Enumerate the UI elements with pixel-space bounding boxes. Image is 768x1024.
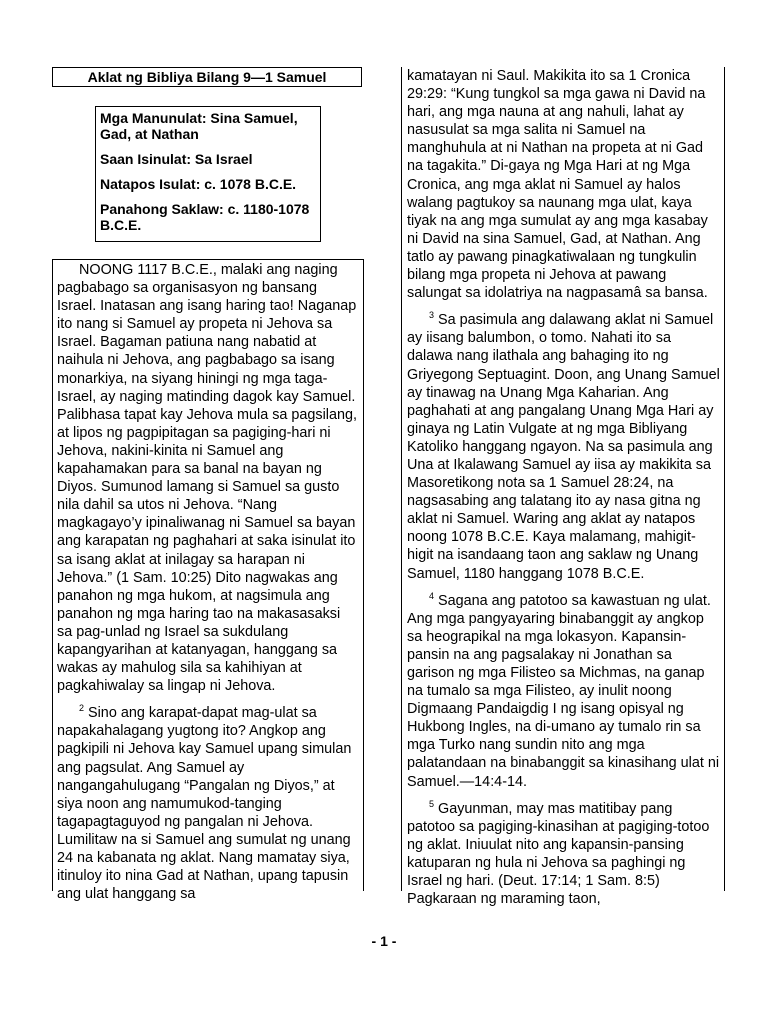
- paragraph-text: Gayunman, may mas matitibay pang patotoo sa pagiging-kinasihan at pagiging-totoo ng aklat. Iniuulat nito ang kapansin-pansing katuparan ng hula ni Jehova sa paghingi ng Israel ng hari. (Deut. 17:14; 1 Sam. 8:5) Pagkaraan ng maraming taon,: [407, 800, 710, 908]
- paragraph-number: 4: [429, 590, 435, 601]
- left-column: [52, 259, 364, 903]
- paragraph-number: 3: [429, 310, 435, 321]
- paragraph-4: [407, 592, 720, 791]
- paragraph-text: Sagana ang patotoo sa kawastuan ng ulat. Ang mga pangyayaring binabanggit ay angkop sa heograpikal na mga lokasyon. Kapansin-pansin na ang pagsalakay ni Jonathan sa garison ng mga Filisteo sa Michmas, na ganap na tumalo sa mga Filisteo, ay inulit noong Digmaang Pandaigdig I ng isang opisyal ng Hukbong Ingles, na di-umano ay tumalo rin sa mga Turko nang sundin nito ang mga palatandaan na binabanggit sa kinasihang ulat ni Samuel.—14:4-14.: [407, 592, 720, 790]
- paragraph-text: Sa pasimula ang dalawang aklat ni Samuel ay iisang balumbon, o tomo. Nahati ito sa dalawa nang ilathala ang bahaging ito ng Griyegong Septuagint. Doon, ang Unang Samuel ay tinawag na Unang Mga Kaharian. Ang paghahati at ang pangalang Unang Mga Hari ay ginaya ng Latin Vulgate at ng mga Bibliyang Katoliko hanggang ngayon. Na sa pasimula ang Una at Ikalawang Samuel ay iisa ay makikita sa Masoretikong nota sa 1 Samuel 28:24, na nagsasabing ang talatang ito ay nasa gitna ng aklat ni Samuel. Waring ang aklat ay natapos noong 1078 B.C.E. Kaya malamang, mahigit-higit na isandaang taon ang saklaw ng Unang Samuel, 1180 hanggang 1078 B.C.E.: [407, 312, 720, 582]
- period-line: Panahong Saklaw: c. 1180-1078 B.C.E.: [100, 201, 310, 233]
- info-box: [95, 106, 321, 242]
- completed-line: Natapos Isulat: c. 1078 B.C.E.: [100, 176, 297, 192]
- paragraph-2: [57, 704, 359, 903]
- paragraph-1: NOONG 1117 B.C.E., malaki ang naging pagbabago sa organisasyon ng bansang Israel. Inatasan ang isang haring tao! Naganap ito nang si Samuel ay propeta ni Jehova sa Israel. Bagaman patiuna nang nabatid at naihula ni Jehova, ang pagbabago sa isang monarkiya, na siyang hiningi ng mga taga-Israel, ay naging matinding dagok kay Samuel. Palibhasa tapat kay Jehova mula sa pagsilang, at lipos ng pagpipitagan sa pagiging-hari ni Jehova, nakini-kinita ni Samuel ang kapahamakan para sa banal na bayan ng Diyos. Sumunod lamang si Samuel sa gusto nila dahil sa utos ni Jehova. “Nang magkagayo’y ipinaliwanag ni Samuel sa bayan ang karapatan ng paghahari at saka isinulat ito sa isang aklat at inilagay sa harapan ni Jehova.” (1 Sam. 10:25) Dito nagwakas ang panahon ng mga hukom, at nagsimula ang panahon ng mga haring tao na makasasaksi sa pag-unlad ng Israel sa sukdulang kapangyarihan at katanyagan, hanggang sa wakas ay mahulog sila sa kahihiyan at pagkahiwalay sa lingap ni Jehova.: [57, 262, 357, 695]
- paragraph-5: [407, 800, 720, 909]
- paragraph-3: [407, 311, 720, 582]
- writers-line: Mga Manunulat: Sina Samuel, Gad, at Nathan: [100, 110, 298, 142]
- paragraph-2-continued: kamatayan ni Saul. Makikita ito sa 1 Cronica 29:29: “Kung tungkol sa mga gawa ni David na hari, ang mga nauna at ang nahuli, lahat ay nasusulat sa mga salita ni Samuel na manghuhula at ni Nathan na propeta at ni Gad na tagakita.” Di-gaya ng Mga Hari at ng Mga Cronica, ang mga aklat ni Samuel ay halos walang pagtukoy sa naunang mga ulat, kaya tiyak na ang mga sumulat ay ang mga kasabay ni David na sina Samuel, Gad, at Nathan. Ang tatlo ay pawang pinagkatiwalaan ng tungkulin bilang mga propeta ni Jehova at pawang salungat sa idolatriya na nagpasamâ sa bansa.: [407, 68, 708, 302]
- book-title: Aklat ng Bibliya Bilang 9—1 Samuel: [52, 67, 362, 87]
- paragraph-number: 2: [79, 703, 85, 714]
- page-number: - 1 -: [371, 933, 397, 949]
- right-column: [401, 67, 725, 908]
- paragraph-number: 5: [429, 798, 435, 809]
- place-line: Saan Isinulat: Sa Israel: [100, 151, 253, 167]
- paragraph-text: Sino ang karapat-dapat mag-ulat sa napakahalagang yugtong ito? Angkop ang pagkipili ni Jehova kay Samuel upang simulan ang pagsulat. Ang Samuel ay nangangahulugang “Pangalan ng Diyos,” at siya noon ang namumukod-tanging tagapagtaguyod ng pangalan ni Jehova. Lumilitaw na si Samuel ang sumulat ng unang 24 na kabanata ng aklat. Nang mamatay siya, itinuloy ito nina Gad at Nathan, upang tapusin ang ulat hanggang sa: [57, 705, 352, 903]
